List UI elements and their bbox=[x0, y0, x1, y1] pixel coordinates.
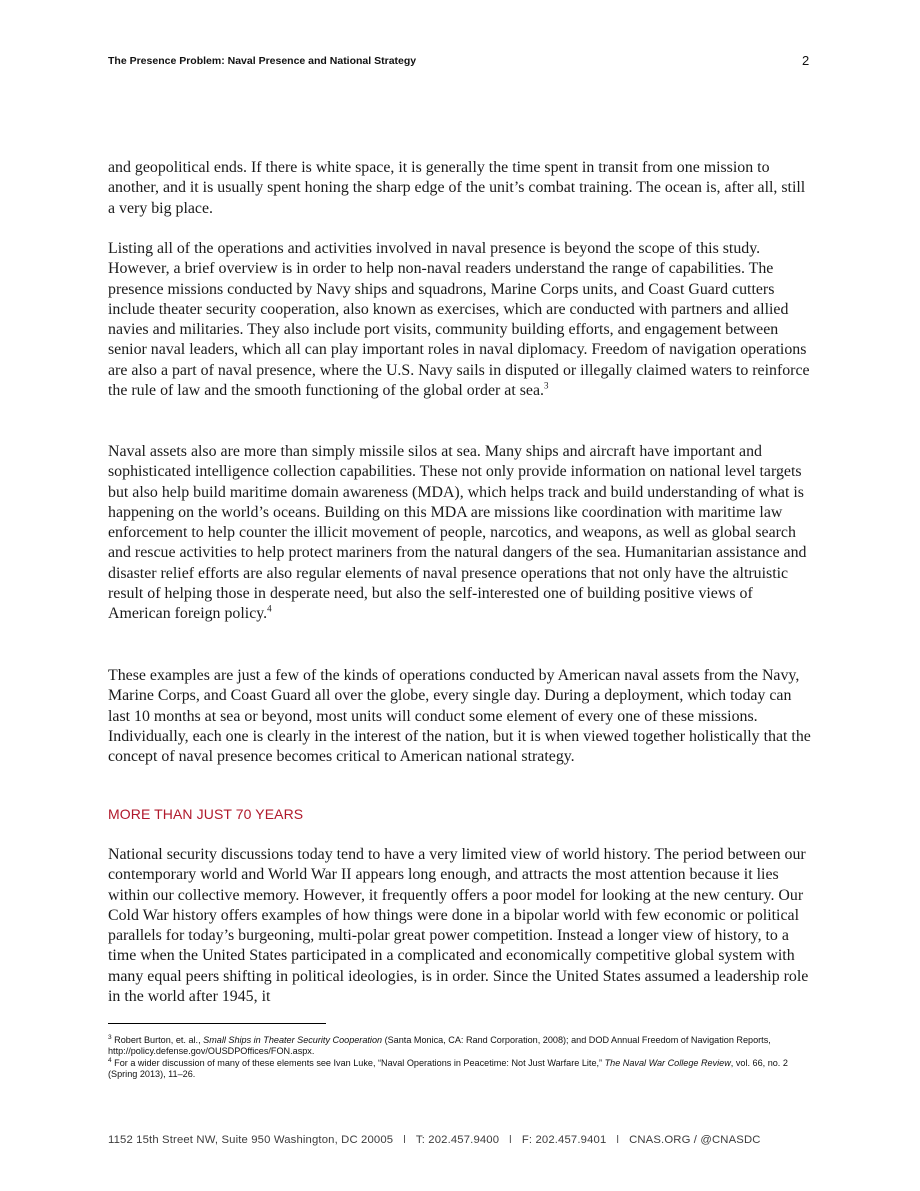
footnote-3 bbox=[108, 1035, 812, 1058]
footer-separator: l bbox=[509, 1134, 512, 1146]
footnote-4-marker: 4 bbox=[108, 1056, 112, 1064]
paragraph-2-text: Listing all of the operations and activities involved in naval presence is beyond the scope of this study. However, a brief overview is in order to help non-naval readers understand the range of capabilities. The presence missions conducted by Navy ships and squadrons, Marine Corps units, and Coast Guard cutters include theater security cooperation, also known as exercises, which are conducted with partners and allied navies and militaries. They also include port visits, community building efforts, and engagement between senior naval leaders, which all can play important roles in naval diplomacy. Freedom of navigation operations are also a part of naval presence, where the U.S. Navy sails in disputed or illegally claimed waters to reinforce the rule of law and the smooth functioning of the global order at sea. bbox=[108, 240, 810, 400]
footer-address: 1152 15th Street NW, Suite 950 Washington, DC 20005 bbox=[108, 1134, 394, 1146]
footnote-ref-4[interactable]: 4 bbox=[267, 604, 272, 615]
footnote-3-title: Small Ships in Theater Security Cooperation bbox=[203, 1035, 383, 1045]
footnote-4-title: The Naval War College Review bbox=[604, 1057, 731, 1068]
footer-separator: l bbox=[403, 1134, 406, 1146]
paragraph-5-text: National security discussions today tend to have a very limited view of world history. The period between our contemporary world and World War II appears long enough, and attracts the most attention because it lies within our collective memory. However, it frequently offers a poor model for looking at the new century. Our Cold War history offers examples of how things were done in a bipolar world with few economic or political parallels for today’s burgeoning, multi-polar great power competition. Instead a longer view of history, to a time when the United States participated in a complicated and economically competitive global system with many equal peers shifting in political ideologies, is in order. Since the United States assumed a leadership role in the world after 1945, it bbox=[108, 846, 809, 1006]
footer-separator: l bbox=[616, 1134, 620, 1146]
footer-fax: F: 202.457.9401 bbox=[521, 1134, 607, 1146]
footer-phone: T: 202.457.9400 bbox=[415, 1134, 500, 1146]
footnote-3-text-a: Robert Burton, et. al., bbox=[114, 1035, 204, 1045]
footnote-4-text-b: , vol. 66, no. 2 (Spring 2013), 11–26. bbox=[108, 1057, 788, 1080]
footer-web[interactable]: CNAS.ORG / @CNASDC bbox=[629, 1134, 761, 1146]
paragraph-5 bbox=[108, 845, 812, 1007]
page-number: 2 bbox=[802, 53, 810, 68]
paragraph-2 bbox=[108, 239, 812, 401]
paragraph-3-text: Naval assets also are more than simply missile silos at sea. Many ships and aircraft have important and sophisticated intelligence collection capabilities. These not only provide information on national level targets but also help build maritime domain awareness (MDA), which helps track and build understanding of what is happening on the world’s oceans. Building on this MDA are missions like coordination with maritime law enforcement to help counter the illicit movement of people, narcotics, and weapons, as well as global search and rescue activities to help protect mariners from the natural dangers of the sea. Humanitarian assistance and disaster relief efforts are also regular elements of naval presence operations that not only have the altruistic result of helping those in desperate need, but also the self-interested one of building positive views of American foreign policy. bbox=[108, 443, 807, 623]
paragraph-4-text: These examples are just a few of the kinds of operations conducted by American naval assets from the Navy, Marine Corps, and Coast Guard all over the globe, every single day. During a deployment, which today can last 10 months at sea or beyond, most units will conduct some element of every one of these missions. Individually, each one is clearly in the interest of the nation, but it is when viewed together holistically that the concept of naval presence becomes critical to American national strategy. bbox=[108, 667, 811, 766]
paragraph-4 bbox=[108, 666, 812, 767]
paragraph-3 bbox=[108, 442, 812, 625]
section-heading: MORE THAN JUST 70 YEARS bbox=[108, 806, 304, 822]
footnote-3-text-b: (Santa Monica, CA: Rand Corporation, 2008); and DOD Annual Freedom of Navigation Reports, http://policy.defense.gov/OUSDPOffices/FON.aspx. bbox=[108, 1035, 771, 1057]
footnote-4-text-a: For a wider discussion of many of these elements see Ivan Luke, “Naval Operations in Peacetime: Not Just Warfare Lite,” bbox=[114, 1057, 605, 1068]
footnote-4 bbox=[108, 1058, 812, 1081]
paragraph-1-text: and geopolitical ends. If there is white space, it is generally the time spent in transit from one mission to another, and it is usually spent honing the sharp edge of the unit’s combat training. The ocean is, after all, still a very big place. bbox=[108, 159, 806, 217]
footnote-ref-3[interactable]: 3 bbox=[543, 380, 549, 391]
paragraph-1 bbox=[108, 158, 812, 219]
footnotes bbox=[108, 1035, 812, 1081]
footnote-3-marker: 3 bbox=[108, 1033, 112, 1041]
page-footer bbox=[108, 1134, 812, 1146]
footnote-divider bbox=[108, 1023, 326, 1024]
running-header-title: The Presence Problem: Naval Presence and National Strategy bbox=[108, 55, 417, 67]
